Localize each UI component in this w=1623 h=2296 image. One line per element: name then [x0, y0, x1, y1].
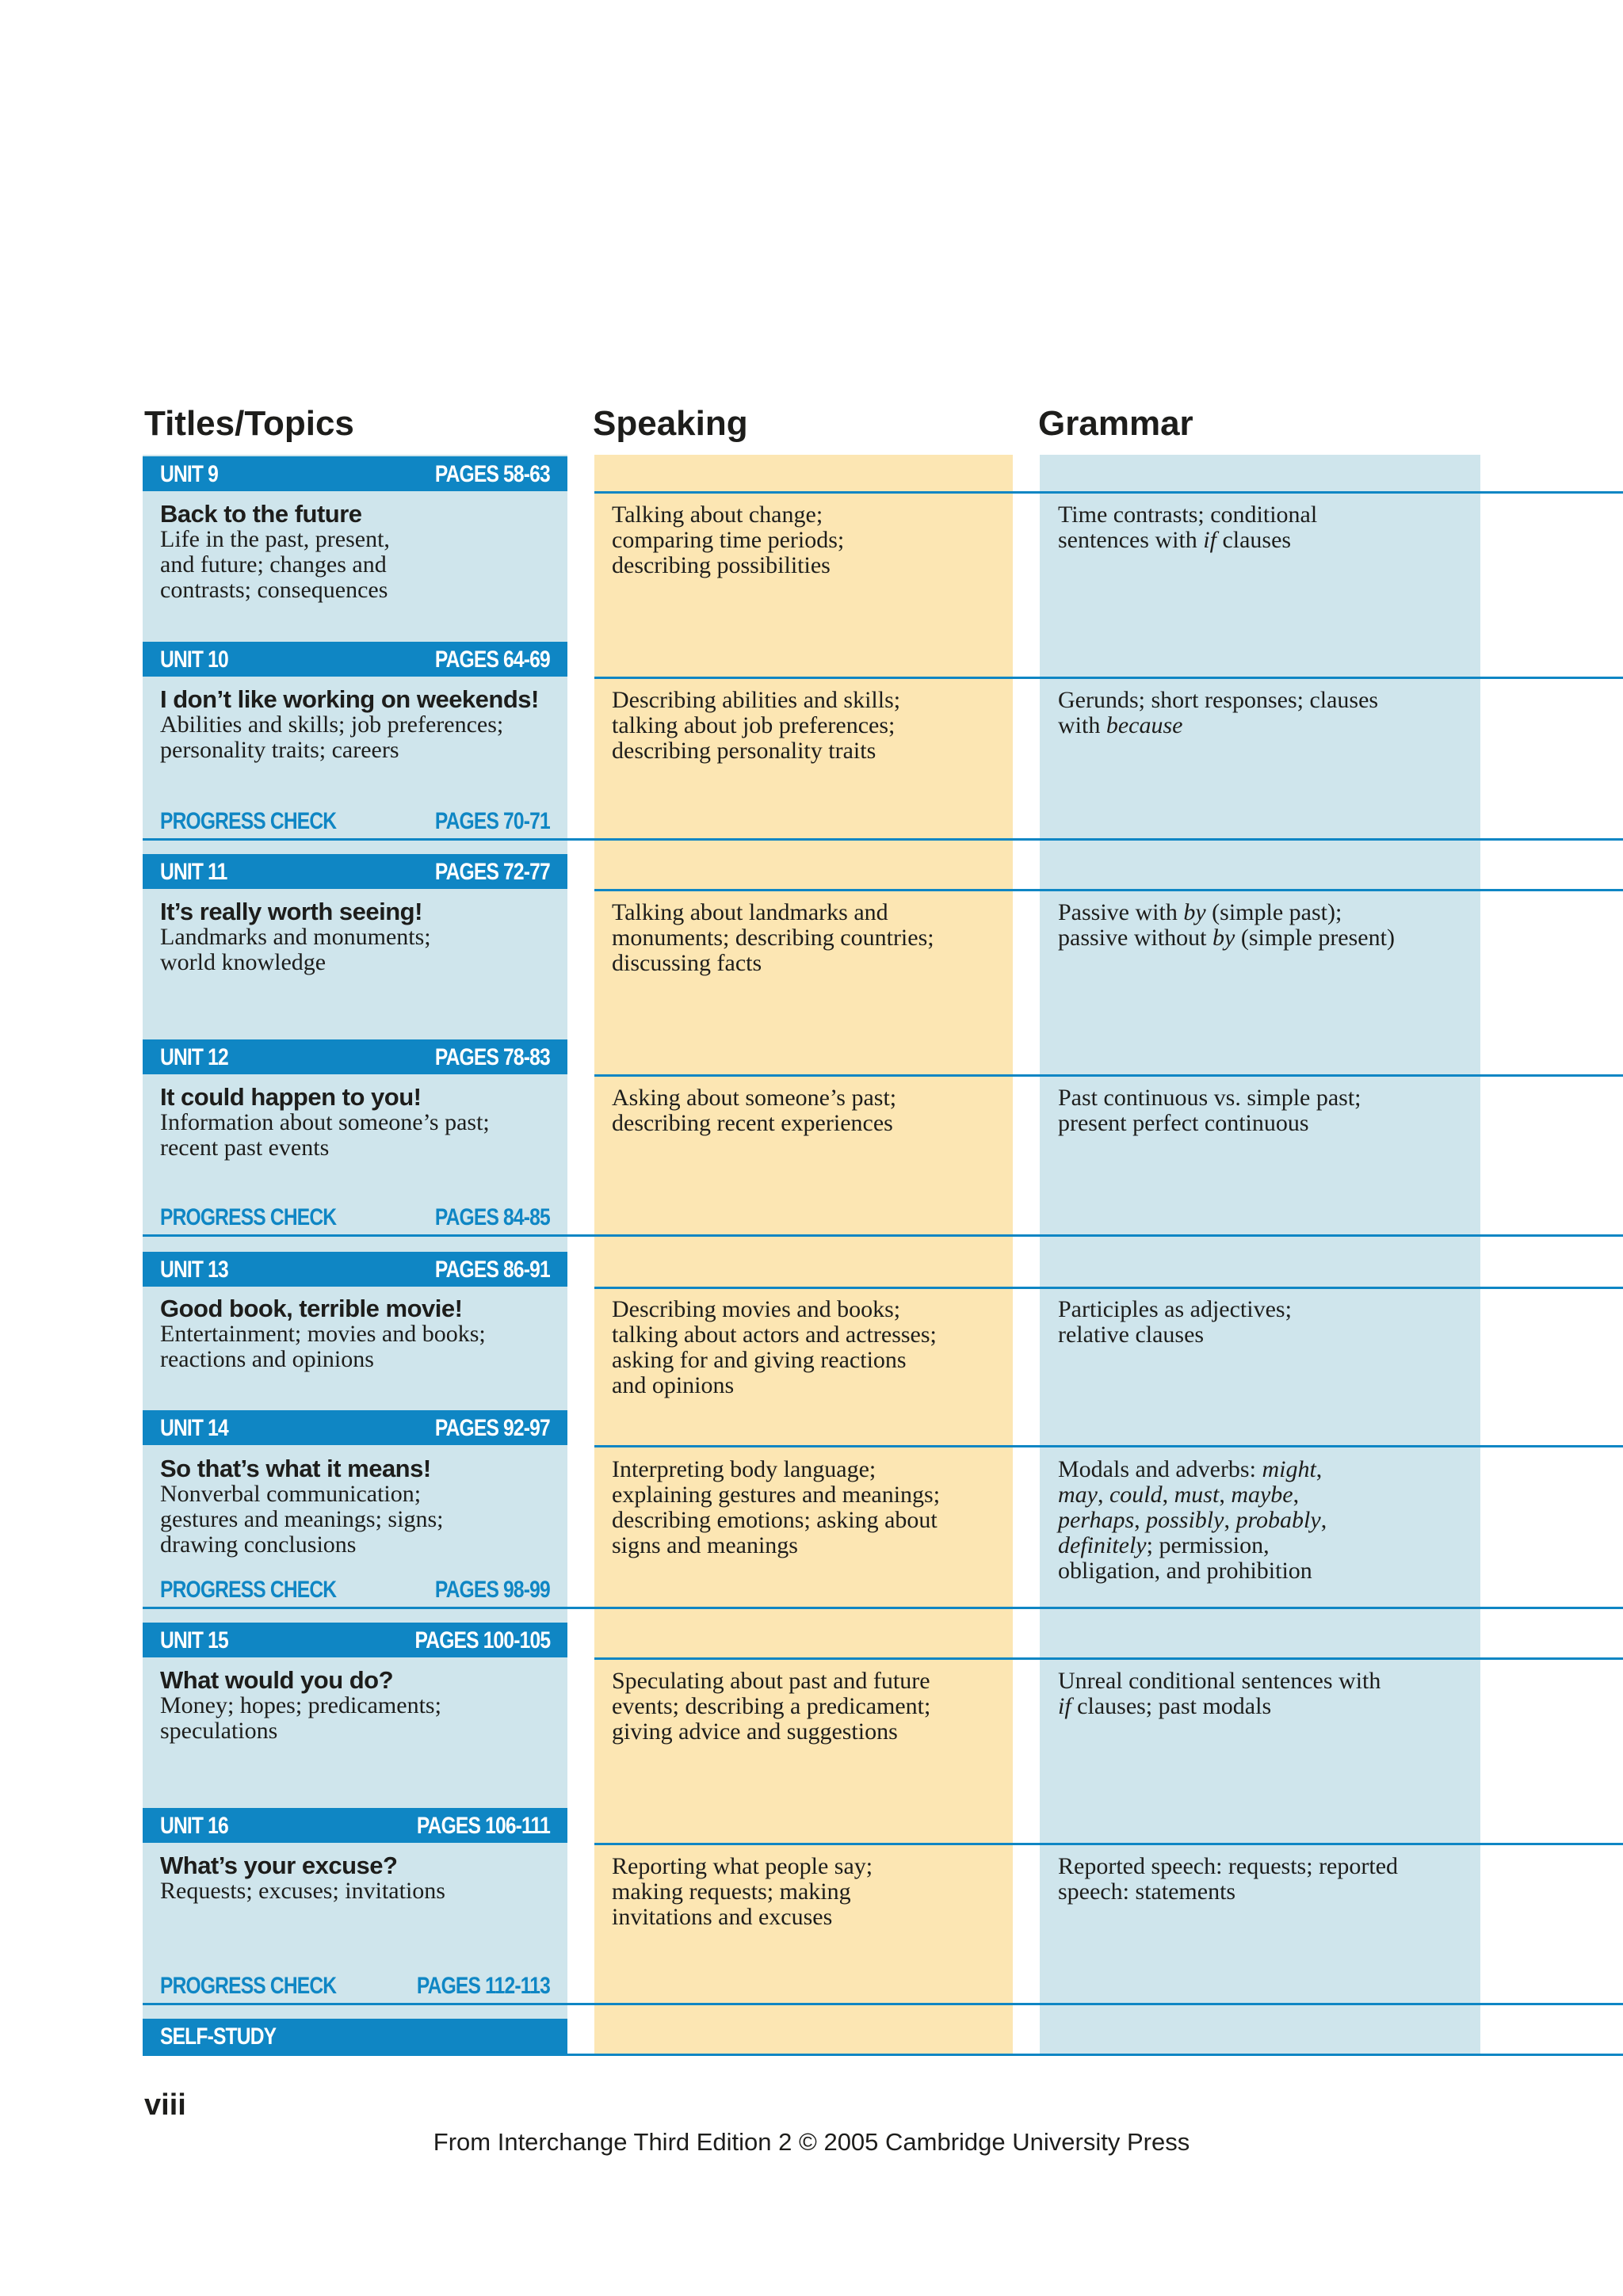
divider-line — [594, 1287, 1623, 1289]
unit-header — [143, 1808, 567, 1843]
speaking-line: monuments; describing countries; — [612, 925, 934, 951]
unit-topic-line: recent past events — [160, 1135, 330, 1161]
unit-title-block — [160, 1085, 556, 1161]
unit-label: UNIT 9 — [160, 461, 218, 487]
column-header-titles: Titles/Topics — [144, 404, 354, 443]
progress-check-row — [143, 1968, 567, 2003]
speaking-line: Talking about landmarks and — [612, 899, 888, 925]
unit-pages: PAGES 100-105 — [414, 1627, 550, 1653]
unit-title-block — [160, 502, 556, 603]
grammar-cell — [1058, 1669, 1470, 1719]
unit-title: What’s your excuse? — [160, 1852, 398, 1879]
unit-title: What would you do? — [160, 1666, 394, 1694]
grammar-line: definitely; permission, — [1058, 1532, 1270, 1558]
unit-header — [143, 456, 567, 491]
unit-title-block — [160, 1296, 556, 1372]
grammar-line: present perfect continuous — [1058, 1110, 1309, 1136]
grammar-cell — [1058, 688, 1470, 738]
unit-title: It could happen to you! — [160, 1083, 422, 1111]
unit-header — [143, 1252, 567, 1287]
speaking-cell — [612, 900, 1008, 976]
progress-check-pages: PAGES 112-113 — [416, 1973, 550, 1999]
grammar-cell — [1058, 1457, 1470, 1584]
unit-topic-line: contrasts; consequences — [160, 577, 388, 603]
speaking-line: describing emotions; asking about — [612, 1507, 938, 1533]
divider-line — [594, 1657, 1623, 1660]
unit-label: UNIT 16 — [160, 1813, 228, 1839]
unit-topic-line: Nonverbal communication; — [160, 1481, 422, 1507]
unit-title: Back to the future — [160, 500, 362, 528]
divider-line — [594, 677, 1623, 679]
speaking-line: events; describing a predicament; — [612, 1693, 931, 1719]
progress-check-label: PROGRESS CHECK — [160, 1577, 337, 1603]
unit-header — [143, 1623, 567, 1657]
unit-pages: PAGES 86-91 — [434, 1257, 550, 1283]
grammar-line: with because — [1058, 712, 1183, 738]
speaking-line: making requests; making — [612, 1878, 851, 1905]
unit-pages: PAGES 58-63 — [434, 461, 550, 487]
unit-label: UNIT 10 — [160, 646, 228, 673]
grammar-line: Passive with by (simple past); — [1058, 899, 1342, 925]
grammar-line: Unreal conditional sentences with — [1058, 1668, 1381, 1694]
unit-title-block — [160, 1456, 556, 1558]
progress-check-label: PROGRESS CHECK — [160, 1973, 337, 1999]
unit-topic-line: Information about someone’s past; — [160, 1109, 490, 1135]
speaking-line: signs and meanings — [612, 1532, 798, 1558]
unit-title-block — [160, 1668, 556, 1744]
unit-topic-line: Abilities and skills; job preferences; — [160, 711, 504, 738]
speaking-cell — [612, 1457, 1008, 1558]
grammar-line: sentences with if clauses — [1058, 527, 1292, 553]
speaking-line: invitations and excuses — [612, 1904, 833, 1930]
grammar-cell — [1058, 1085, 1470, 1136]
unit-title-block — [160, 1853, 556, 1904]
unit-topic-line: Life in the past, present, — [160, 526, 390, 552]
grammar-line: Time contrasts; conditional — [1058, 502, 1318, 528]
grammar-line: obligation, and prohibition — [1058, 1558, 1312, 1584]
progress-check-row — [143, 803, 567, 838]
unit-label: UNIT 14 — [160, 1415, 228, 1441]
self-study-label: SELF-STUDY — [160, 2023, 277, 2050]
unit-title: Good book, terrible movie! — [160, 1295, 463, 1322]
grammar-line: Past continuous vs. simple past; — [1058, 1085, 1361, 1111]
copyright-credit: From Interchange Third Edition 2 © 2005 Cambridge University Press — [433, 2128, 1190, 2156]
speaking-cell — [612, 688, 1008, 764]
unit-topic-line: Money; hopes; predicaments; — [160, 1692, 441, 1718]
speaking-line: describing possibilities — [612, 552, 831, 578]
unit-topic-line: Requests; excuses; invitations — [160, 1878, 445, 1904]
speaking-cell — [612, 502, 1008, 578]
unit-topic-line: world knowledge — [160, 949, 327, 975]
grammar-cell — [1058, 1854, 1470, 1905]
unit-header — [143, 642, 567, 677]
unit-title: It’s really worth seeing! — [160, 898, 422, 925]
bottom-divider-line — [143, 2054, 1623, 2056]
progress-check-row — [143, 1572, 567, 1607]
self-study-header — [143, 2019, 567, 2054]
unit-header — [143, 854, 567, 889]
progress-check-pages: PAGES 98-99 — [434, 1577, 550, 1603]
grammar-line: Participles as adjectives; — [1058, 1296, 1292, 1322]
unit-topic-line: Landmarks and monuments; — [160, 924, 431, 950]
speaking-line: discussing facts — [612, 950, 762, 976]
speaking-line: describing personality traits — [612, 738, 876, 764]
unit-pages: PAGES 92-97 — [434, 1415, 550, 1441]
speaking-line: Describing movies and books; — [612, 1296, 901, 1322]
grammar-cell — [1058, 900, 1470, 951]
speaking-line: explaining gestures and meanings; — [612, 1482, 941, 1508]
speaking-line: Speculating about past and future — [612, 1668, 930, 1694]
grammar-line: relative clauses — [1058, 1322, 1205, 1348]
unit-label: UNIT 11 — [160, 859, 227, 885]
unit-pages: PAGES 72-77 — [434, 859, 550, 885]
speaking-line: talking about actors and actresses; — [612, 1322, 937, 1348]
speaking-line: and opinions — [612, 1372, 735, 1398]
unit-topic-line: personality traits; careers — [160, 737, 399, 763]
unit-pages: PAGES 106-111 — [416, 1813, 550, 1839]
grammar-cell — [1058, 502, 1470, 553]
unit-topic-line: speculations — [160, 1718, 278, 1744]
unit-label: UNIT 13 — [160, 1257, 228, 1283]
unit-header — [143, 1410, 567, 1445]
speaking-cell — [612, 1085, 1008, 1136]
grammar-line: Reported speech: requests; reported — [1058, 1853, 1399, 1879]
unit-pages: PAGES 78-83 — [434, 1044, 550, 1070]
speaking-line: Reporting what people say; — [612, 1853, 873, 1879]
divider-line — [594, 491, 1623, 494]
unit-topic-line: drawing conclusions — [160, 1531, 357, 1558]
progress-check-pages: PAGES 84-85 — [434, 1204, 550, 1230]
divider-line — [594, 1843, 1623, 1845]
speaking-cell — [612, 1297, 1008, 1398]
grammar-line: passive without by (simple present) — [1058, 925, 1395, 951]
unit-topic-line: reactions and opinions — [160, 1346, 374, 1372]
grammar-line: may, could, must, maybe, — [1058, 1482, 1300, 1508]
section-divider-line — [143, 2003, 1623, 2005]
speaking-line: describing recent experiences — [612, 1110, 893, 1136]
column-header-speaking: Speaking — [593, 404, 748, 443]
divider-line — [594, 889, 1623, 891]
speaking-line: comparing time periods; — [612, 527, 845, 553]
unit-title-block — [160, 687, 556, 763]
section-divider-line — [143, 1607, 1623, 1609]
divider-line — [594, 1445, 1623, 1447]
speaking-line: giving advice and suggestions — [612, 1718, 898, 1745]
unit-title-block — [160, 899, 556, 975]
grammar-line: Modals and adverbs: might, — [1058, 1456, 1323, 1482]
progress-check-label: PROGRESS CHECK — [160, 1204, 337, 1230]
grammar-line: speech: statements — [1058, 1878, 1236, 1905]
speaking-line: Talking about change; — [612, 502, 823, 528]
unit-label: UNIT 12 — [160, 1044, 228, 1070]
section-divider-line — [143, 1234, 1623, 1237]
section-divider-line — [143, 838, 1623, 841]
unit-topic-line: and future; changes and — [160, 551, 387, 578]
speaking-line: asking for and giving reactions — [612, 1347, 907, 1373]
column-header-grammar: Grammar — [1038, 404, 1193, 443]
speaking-cell — [612, 1669, 1008, 1745]
speaking-cell — [612, 1854, 1008, 1930]
grammar-line: Gerunds; short responses; clauses — [1058, 687, 1379, 713]
page-number: viii — [144, 2088, 186, 2122]
progress-check-label: PROGRESS CHECK — [160, 808, 337, 834]
unit-topic-line: gestures and meanings; signs; — [160, 1506, 444, 1532]
unit-title: I don’t like working on weekends! — [160, 685, 539, 713]
progress-check-row — [143, 1199, 567, 1234]
unit-pages: PAGES 64-69 — [434, 646, 550, 673]
unit-title: So that’s what it means! — [160, 1455, 431, 1482]
grammar-cell — [1058, 1297, 1470, 1348]
unit-topic-line: Entertainment; movies and books; — [160, 1321, 486, 1347]
speaking-line: Describing abilities and skills; — [612, 687, 901, 713]
unit-header — [143, 1039, 567, 1074]
speaking-line: Interpreting body language; — [612, 1456, 876, 1482]
grammar-line: perhaps, possibly, probably, — [1058, 1507, 1327, 1533]
unit-label: UNIT 15 — [160, 1627, 228, 1653]
speaking-line: talking about job preferences; — [612, 712, 896, 738]
divider-line — [594, 1074, 1623, 1077]
progress-check-pages: PAGES 70-71 — [434, 808, 550, 834]
speaking-line: Asking about someone’s past; — [612, 1085, 897, 1111]
grammar-line: if clauses; past modals — [1058, 1693, 1272, 1719]
